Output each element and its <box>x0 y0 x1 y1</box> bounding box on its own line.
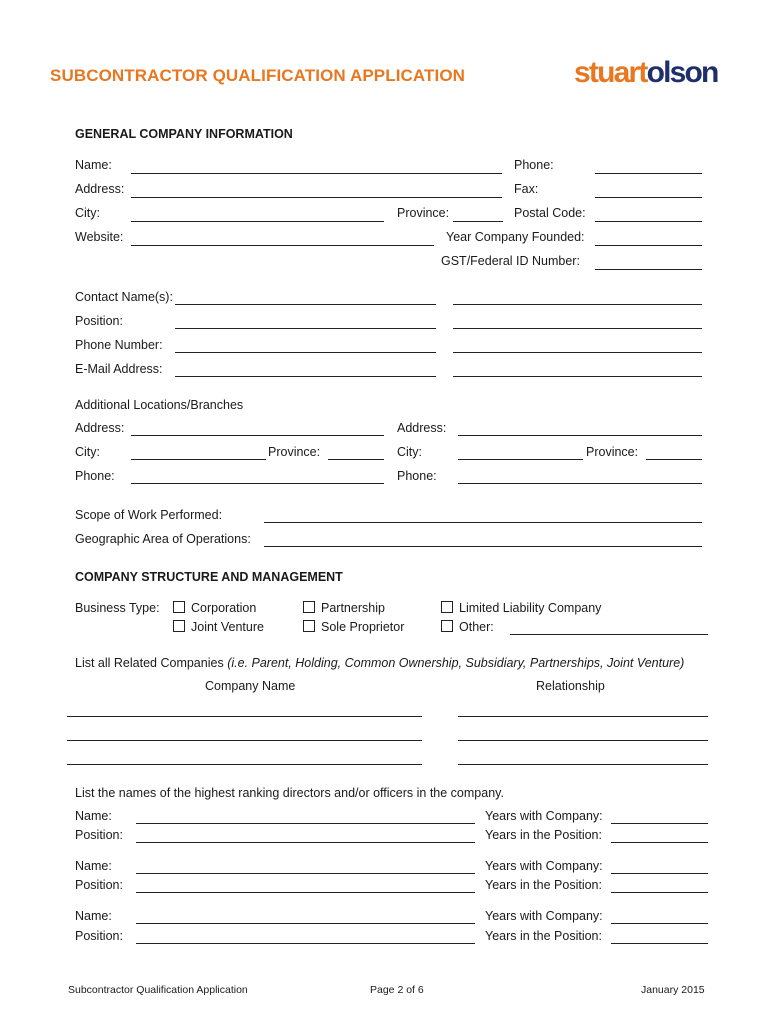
label-year-founded: Year Company Founded: <box>446 230 585 244</box>
label-loc-province-2: Province: <box>586 445 639 459</box>
label-years-company-2: Years with Company: <box>485 859 603 873</box>
field-director-position-2[interactable] <box>136 892 475 893</box>
field-related-relationship-2[interactable] <box>458 740 708 741</box>
field-contact-position-1[interactable] <box>175 328 436 329</box>
label-director-position-3: Position: <box>75 929 123 943</box>
label-years-position-1: Years in the Position: <box>485 828 602 842</box>
label-geographic-area: Geographic Area of Operations: <box>75 532 251 546</box>
field-related-company-1[interactable] <box>67 716 422 717</box>
label-years-position-2: Years in the Position: <box>485 878 602 892</box>
label-sole-proprietor: Sole Proprietor <box>321 620 405 634</box>
field-gst[interactable] <box>595 269 702 270</box>
logo-part-stuart: stuart <box>574 56 647 89</box>
label-director-position-2: Position: <box>75 878 123 892</box>
label-phone-number: Phone Number: <box>75 338 163 352</box>
label-years-company-1: Years with Company: <box>485 809 603 823</box>
footer-date: January 2015 <box>641 984 705 996</box>
field-loc-phone-1[interactable] <box>131 483 384 484</box>
label-years-company-3: Years with Company: <box>485 909 603 923</box>
field-years-company-3[interactable] <box>611 923 708 924</box>
field-years-position-1[interactable] <box>611 842 708 843</box>
checkbox-joint-venture[interactable] <box>173 620 185 632</box>
field-geographic-area[interactable] <box>264 546 702 547</box>
form-title: SUBCONTRACTOR QUALIFICATION APPLICATION <box>50 66 466 85</box>
checkbox-sole-proprietor[interactable] <box>303 620 315 632</box>
field-contact-name-1[interactable] <box>175 304 436 305</box>
field-fax[interactable] <box>595 197 702 198</box>
directors-intro: List the names of the highest ranking directors and/or officers in the company. <box>75 786 504 800</box>
label-address: Address: <box>75 182 125 196</box>
label-loc-city-1: City: <box>75 445 100 459</box>
field-contact-email-1[interactable] <box>175 376 436 377</box>
label-city: City: <box>75 206 100 220</box>
column-relationship: Relationship <box>536 679 605 693</box>
field-loc-city-1[interactable] <box>131 459 266 460</box>
related-intro-text: List all Related Companies <box>75 656 224 670</box>
label-partnership: Partnership <box>321 601 385 615</box>
label-business-type: Business Type: <box>75 601 160 615</box>
field-loc-province-1[interactable] <box>328 459 384 460</box>
checkbox-other[interactable] <box>441 620 453 632</box>
field-director-position-1[interactable] <box>136 842 475 843</box>
checkbox-llc[interactable] <box>441 601 453 613</box>
label-gst: GST/Federal ID Number: <box>441 254 580 268</box>
footer-page-number: Page 2 of 6 <box>370 984 424 996</box>
field-contact-email-2[interactable] <box>453 376 702 377</box>
label-loc-address-1: Address: <box>75 421 125 435</box>
section-heading-general: GENERAL COMPANY INFORMATION <box>75 127 293 141</box>
field-loc-address-1[interactable] <box>131 435 384 436</box>
related-intro-italic: (i.e. Parent, Holding, Common Ownership, Subsidiary, Partnerships, Joint Venture) <box>227 656 685 670</box>
label-fax: Fax: <box>514 182 539 196</box>
field-director-name-1[interactable] <box>136 823 475 824</box>
company-logo <box>574 56 718 90</box>
label-loc-province-1: Province: <box>268 445 321 459</box>
label-other: Other: <box>459 620 494 634</box>
field-director-name-3[interactable] <box>136 923 475 924</box>
field-related-relationship-1[interactable] <box>458 716 708 717</box>
field-years-position-2[interactable] <box>611 892 708 893</box>
field-director-position-3[interactable] <box>136 943 475 944</box>
label-loc-address-2: Address: <box>397 421 447 435</box>
label-scope-work: Scope of Work Performed: <box>75 508 223 522</box>
field-contact-phone-2[interactable] <box>453 352 702 353</box>
field-year-founded[interactable] <box>595 245 702 246</box>
logo-part-olson: olson <box>646 56 718 89</box>
label-name: Name: <box>75 158 112 172</box>
field-loc-province-2[interactable] <box>646 459 702 460</box>
field-postal-code[interactable] <box>595 221 702 222</box>
checkbox-corporation[interactable] <box>173 601 185 613</box>
field-province[interactable] <box>453 221 503 222</box>
field-city[interactable] <box>131 221 384 222</box>
label-website: Website: <box>75 230 124 244</box>
label-llc: Limited Liability Company <box>459 601 602 615</box>
label-contact-position: Position: <box>75 314 123 328</box>
field-related-company-3[interactable] <box>67 764 422 765</box>
field-loc-phone-2[interactable] <box>458 483 702 484</box>
label-loc-phone-2: Phone: <box>397 469 437 483</box>
field-related-company-2[interactable] <box>67 740 422 741</box>
field-years-position-3[interactable] <box>611 943 708 944</box>
field-address[interactable] <box>131 197 502 198</box>
label-phone: Phone: <box>514 158 554 172</box>
footer-document-title: Subcontractor Qualification Application <box>68 984 248 996</box>
section-heading-structure: COMPANY STRUCTURE AND MANAGEMENT <box>75 570 343 584</box>
field-loc-city-2[interactable] <box>458 459 583 460</box>
field-contact-position-2[interactable] <box>453 328 702 329</box>
field-phone[interactable] <box>595 173 702 174</box>
label-additional-locations: Additional Locations/Branches <box>75 398 244 412</box>
label-contact-names: Contact Name(s): <box>75 290 173 304</box>
field-name[interactable] <box>131 173 502 174</box>
field-years-company-1[interactable] <box>611 823 708 824</box>
label-postal-code: Postal Code: <box>514 206 586 220</box>
label-director-name-2: Name: <box>75 859 112 873</box>
field-website[interactable] <box>131 245 434 246</box>
field-loc-address-2[interactable] <box>458 435 702 436</box>
field-scope-work[interactable] <box>264 522 702 523</box>
label-province: Province: <box>397 206 450 220</box>
field-years-company-2[interactable] <box>611 873 708 874</box>
field-related-relationship-3[interactable] <box>458 764 708 765</box>
field-other[interactable] <box>510 634 708 635</box>
label-loc-phone-1: Phone: <box>75 469 115 483</box>
field-contact-phone-1[interactable] <box>175 352 436 353</box>
label-years-position-3: Years in the Position: <box>485 929 602 943</box>
label-joint-venture: Joint Venture <box>191 620 264 634</box>
column-company-name: Company Name <box>205 679 296 693</box>
label-director-name-1: Name: <box>75 809 112 823</box>
label-director-position-1: Position: <box>75 828 123 842</box>
label-director-name-3: Name: <box>75 909 112 923</box>
label-loc-city-2: City: <box>397 445 422 459</box>
checkbox-partnership[interactable] <box>303 601 315 613</box>
field-contact-name-2[interactable] <box>453 304 702 305</box>
related-intro <box>75 656 684 670</box>
field-director-name-2[interactable] <box>136 873 475 874</box>
label-corporation: Corporation <box>191 601 257 615</box>
label-email: E-Mail Address: <box>75 362 163 376</box>
